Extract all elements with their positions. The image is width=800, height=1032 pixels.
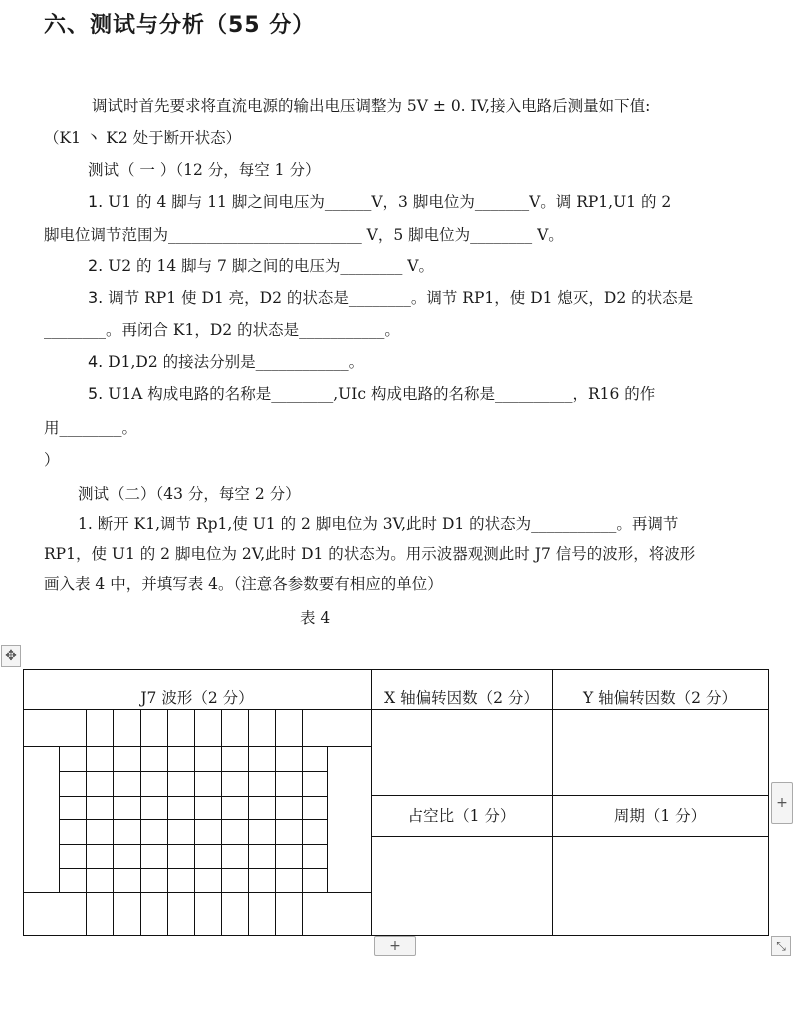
question-3-cont: ________。再闭合 K1，D2 的状态是___________。 (44, 321, 400, 339)
header-waveform: J7 波形（2 分） (140, 689, 254, 707)
question-3 (88, 288, 693, 308)
switch-state-note: （K1 丶 K2 处于断开状态） (44, 129, 242, 147)
question-text: 调节 RP1 使 D1 亮，D2 的状态是________。调节 RP1，使 D1 熄灭，D2 的状态是 (108, 289, 694, 307)
part2-heading: 测试（二）（43 分，每空 2 分） (78, 485, 301, 503)
question-number: 1. (88, 192, 104, 211)
question-1 (88, 192, 671, 212)
question-number: 5. (88, 384, 104, 403)
add-column-button[interactable]: + (771, 782, 793, 824)
question-4 (88, 352, 364, 372)
question-5-cont: 用________。 (44, 419, 138, 437)
period-label: 周期（1 分） (613, 807, 707, 825)
duty-cycle-label: 占空比（1 分） (407, 807, 516, 825)
question-number: 3. (88, 288, 104, 307)
question-text: U1A 构成电路的名称是________,UIc 构成电路的名称是__________，R16 的作 (108, 385, 656, 403)
question-text: U1 的 4 脚与 11 脚之间电压为______V，3 脚电位为_______V。调 RP1,U1 的 2 (108, 193, 672, 211)
question-number: 4. (88, 352, 104, 371)
question-text: U2 的 14 脚与 7 脚之间的电压为________ V。 (108, 257, 434, 275)
waveform-grid (23, 709, 371, 935)
header-y-deflection: Y 轴偏转因数（2 分） (583, 689, 737, 707)
table-caption: 表 4 (300, 609, 331, 627)
table-move-handle[interactable]: ✥ (1, 645, 21, 667)
part2-question-1-cont2: 画入表 4 中，并填写表 4。（注意各参数要有相应的单位） (44, 575, 443, 593)
intro-paragraph: 调试时首先要求将直流电源的输出电压调整为 5V ± 0. IV,接入电路后测量如下值: (92, 97, 651, 115)
part1-heading: 测试（ 一 ）（12 分，每空 1 分） (88, 161, 321, 179)
closing-paren: ） (44, 451, 60, 469)
part2-question-1: 1. 断开 K1,调节 Rp1,使 U1 的 2 脚电位为 3V,此时 D1 的状态为___________。再调节 (78, 515, 679, 533)
question-text: D1,D2 的接法分别是____________。 (108, 353, 365, 371)
section-title: 六、测试与分析（55 分） (44, 13, 316, 38)
table-resize-handle[interactable]: ⤡ (771, 936, 791, 956)
table-outer-border (24, 670, 769, 936)
part2-question-1-cont: RP1，使 U1 的 2 脚电位为 2V,此时 D1 的状态为。用示波器观测此时 J7 信号的波形，将波形 (44, 545, 696, 563)
question-1-cont: 脚电位调节范围为_________________________ V，5 脚电位为________ V。 (44, 226, 564, 244)
header-x-deflection: X 轴偏转因数（2 分） (384, 689, 539, 707)
question-number: 2. (88, 256, 104, 275)
question-2 (88, 256, 434, 276)
add-row-button[interactable]: + (374, 936, 416, 956)
question-5 (88, 384, 655, 404)
